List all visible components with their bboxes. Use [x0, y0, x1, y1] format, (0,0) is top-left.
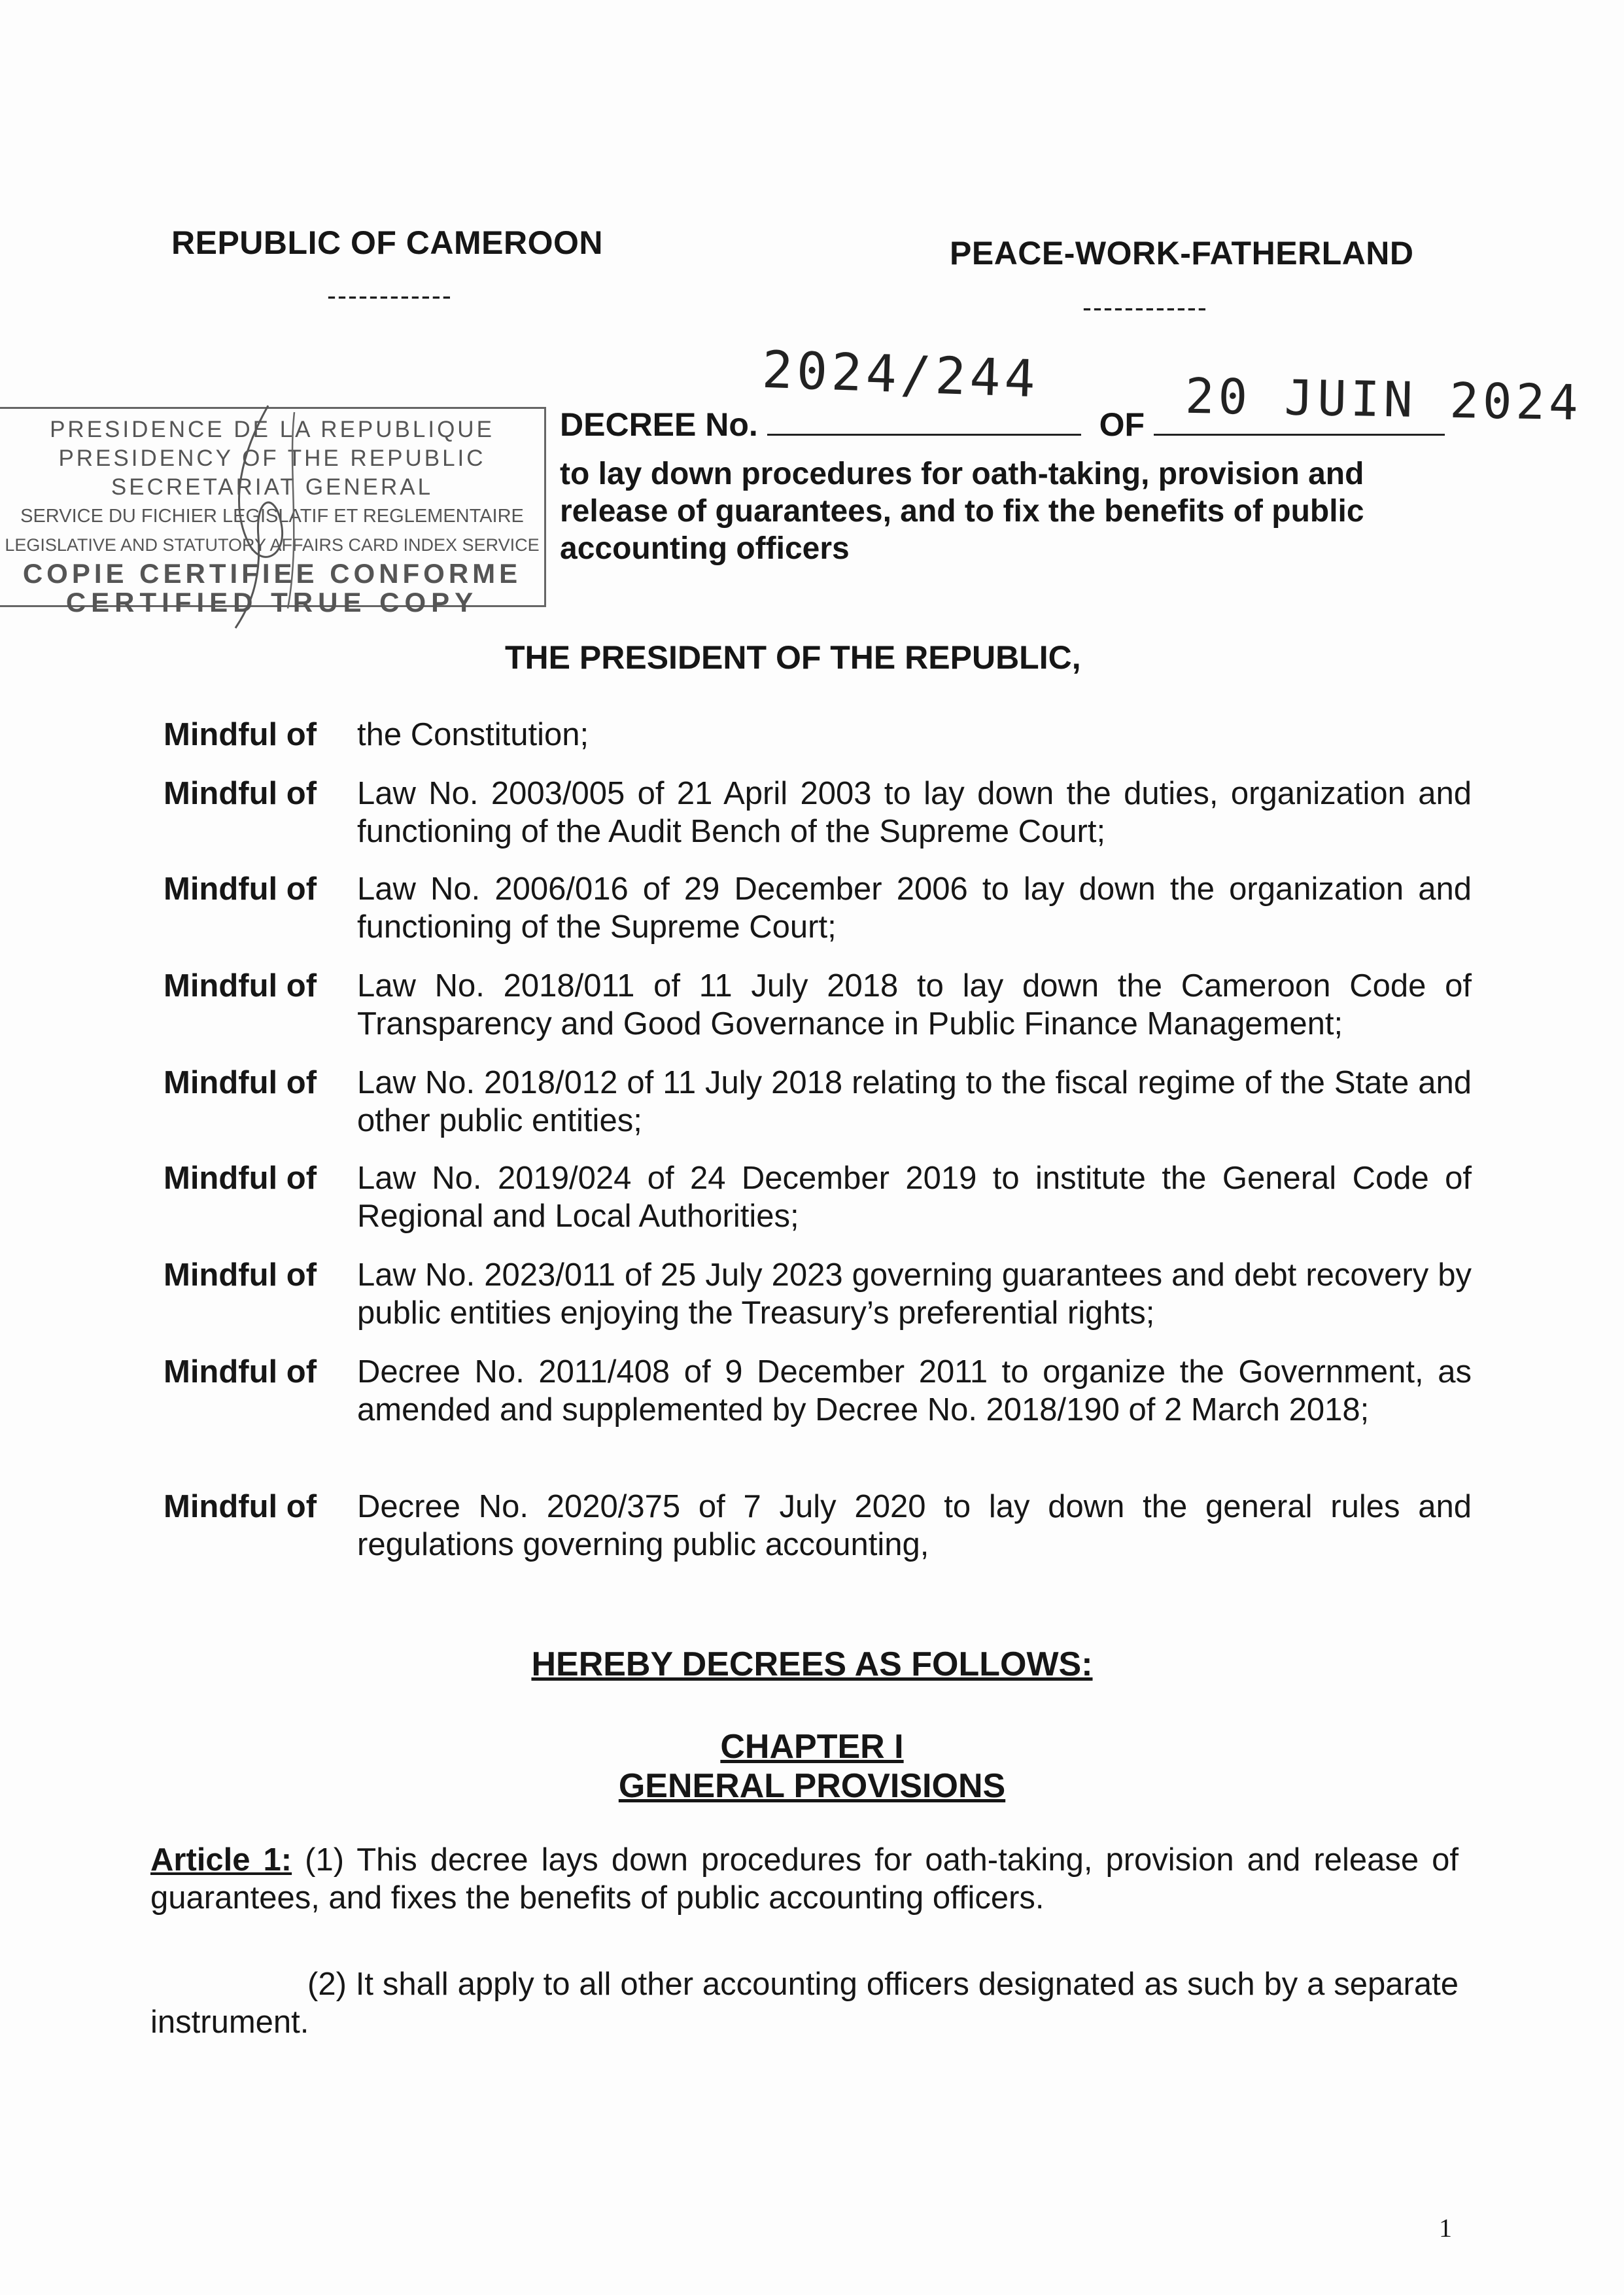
- article-1-paragraph-1: [150, 1841, 1459, 1917]
- motto-title-rule: ------------: [1082, 292, 1208, 323]
- mindful-text: the Constitution;: [357, 717, 589, 752]
- handwritten-signature: [190, 393, 360, 641]
- stamp-line: CERTIFIED TRUE COPY: [65, 587, 479, 618]
- motto-title: PEACE-WORK-FATHERLAND: [950, 235, 1414, 272]
- decree-date-blank: [1154, 409, 1445, 436]
- mindful-clause: [164, 1159, 1472, 1235]
- decree-of-label: OF: [1099, 406, 1145, 443]
- mindful-clause: [164, 716, 1472, 754]
- article-1-paragraph-2: (2) It shall apply to all other accounting officers designated as such by a separate instrument.: [150, 1967, 1459, 2040]
- mindful-label: Mindful of: [164, 968, 317, 1004]
- mindful-label: Mindful of: [164, 1161, 317, 1196]
- mindful-clause: [164, 1256, 1472, 1332]
- mindful-clause: [164, 1064, 1472, 1140]
- mindful-label: Mindful of: [164, 776, 317, 811]
- stamp-line: COPIE CERTIFIEE CONFORME: [22, 558, 522, 589]
- mindful-text: Decree No. 2020/375 of 7 July 2020 to lay down the general rules and regulations governing public accounting,: [357, 1489, 1472, 1562]
- decree-subject: to lay down procedures for oath-taking, provision and release of guarantees, and to fix the benefits of public accounting officers: [560, 457, 1364, 566]
- stamp-line: SERVICE DU FICHIER LEGISLATIF ET REGLEMENTAIRE: [20, 506, 524, 527]
- mindful-label: Mindful of: [164, 1354, 317, 1390]
- mindful-text: Law No. 2023/011 of 25 July 2023 governing guarantees and debt recovery by public entities enjoying the Treasury’s preferential rights;: [357, 1257, 1472, 1331]
- mindful-text: Law No. 2018/011 of 11 July 2018 to lay down the Cameroon Code of Transparency and Good Governance in Public Finance Management;: [357, 968, 1472, 1042]
- stamp-line: PRESIDENCY OF THE REPUBLIC: [58, 446, 486, 471]
- article-text: (1) This decree lays down procedures for oath-taking, provision and release of guarantees, and fixes the benefits of public accounting officers.: [150, 1842, 1459, 1916]
- mindful-text: Law No. 2018/012 of 11 July 2018 relating to the fiscal regime of the State and other public entities;: [357, 1065, 1472, 1138]
- mindful-text: Law No. 2003/005 of 21 April 2003 to lay down the duties, organization and functioning of the Audit Bench of the Supreme Court;: [357, 776, 1472, 849]
- mindful-text: Law No. 2019/024 of 24 December 2019 to institute the General Code of Regional and Local Authorities;: [357, 1161, 1472, 1234]
- president-heading: THE PRESIDENT OF THE REPUBLIC,: [505, 639, 1081, 676]
- stamp-line: PRESIDENCE DE LA REPUBLIQUE: [50, 417, 494, 442]
- country-title: REPUBLIC OF CAMEROON: [171, 224, 603, 261]
- mindful-label: Mindful of: [164, 1489, 317, 1524]
- chapter-number: CHAPTER I: [720, 1728, 904, 1766]
- stamp-line: SECRETARIAT GENERAL: [111, 474, 434, 500]
- mindful-clause: [164, 775, 1472, 850]
- mindful-text: Decree No. 2011/408 of 9 December 2011 to organize the Government, as amended and supplemented by Decree No. 2018/190 of 2 March 2018;: [357, 1354, 1472, 1428]
- mindful-clause: [164, 1488, 1472, 1564]
- chapter-title: GENERAL PROVISIONS: [618, 1767, 1006, 1805]
- mindful-clause: [164, 1353, 1472, 1429]
- article-label: Article 1:: [150, 1842, 292, 1878]
- decree-number-blank: [767, 409, 1081, 436]
- decree-number-line: [560, 406, 1445, 444]
- page-number: 1: [1439, 2213, 1452, 2243]
- mindful-label: Mindful of: [164, 1065, 317, 1100]
- stamp-line: LEGISLATIVE AND STATUTORY AFFAIRS CARD INDEX SERVICE: [5, 535, 540, 555]
- mindful-label: Mindful of: [164, 1257, 317, 1293]
- mindful-clause: [164, 967, 1472, 1043]
- mindful-text: Law No. 2006/016 of 29 December 2006 to lay down the organization and functioning of the Supreme Court;: [357, 871, 1472, 945]
- decree-label: DECREE No.: [560, 406, 758, 443]
- mindful-clause: [164, 870, 1472, 946]
- decree-number-handwritten: 2024/244: [761, 340, 1041, 410]
- mindful-label: Mindful of: [164, 717, 317, 752]
- country-title-rule: ------------: [327, 280, 453, 311]
- decrees-heading: HEREBY DECREES AS FOLLOWS:: [531, 1645, 1093, 1683]
- decree-date-stamp: 20 JUIN 2024: [1184, 368, 1583, 432]
- mindful-label: Mindful of: [164, 871, 317, 907]
